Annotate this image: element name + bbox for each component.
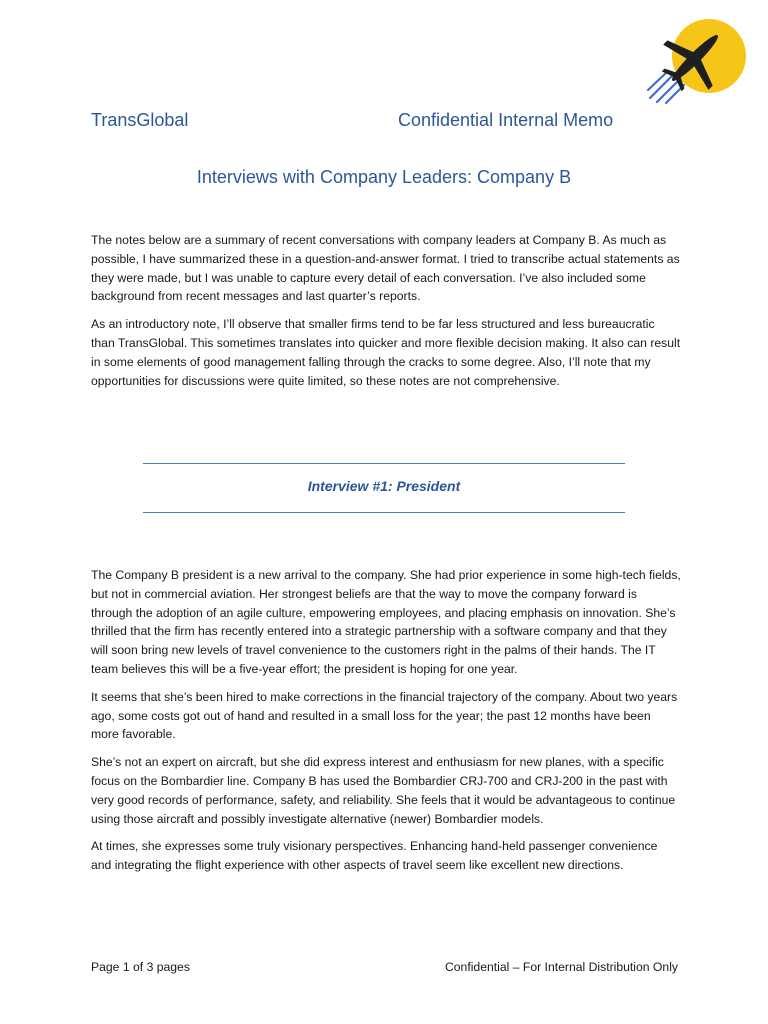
airplane-sun-logo-icon	[640, 12, 750, 107]
document-title: Interviews with Company Leaders: Company B	[196, 167, 572, 187]
page-number: Page 1 of 3 pages	[91, 960, 190, 974]
intro-paragraph: The notes below are a summary of recent conversations with company leaders at Company B. As much as possible, I have summarized these in a question-and-answer format. I tried to transcribe actual statements as they were made, but I was unable to capture every detail of each conversation. I’ve also included some background from recent messages and last quarter’s reports.	[91, 233, 680, 304]
interview-section	[91, 566, 681, 884]
interview-paragraph: At times, she expresses some truly visionary perspectives. Enhancing hand-held passenger convenience and integrating the flight experience with other aspects of travel seem like excellent new directions.	[91, 839, 658, 873]
section-heading: Interview #1: President	[307, 478, 461, 494]
section-divider-bottom	[143, 512, 625, 513]
confidential-notice: Confidential – For Internal Distribution Only	[444, 960, 678, 974]
interview-paragraph: The Company B president is a new arrival to the company. She had prior experience in some high-tech fields, but not in commercial aviation. Her strongest beliefs are that the way to move the company forward is through the adoption of an agile culture, empowering employees, and placing emphasis on innovation. She’s thrilled that the firm has recently entered into a strategic partnership with a software company and that they will soon bring new levels of travel convenience to the customers right in the palms of their hands. The IT team believes this will be a five-year effort; the president is hoping for one year.	[91, 568, 681, 676]
section-divider-top	[143, 463, 625, 464]
company-name: TransGlobal	[91, 110, 189, 130]
interview-paragraph: It seems that she’s been hired to make corrections in the financial trajectory of the company. About two years ago, some costs got out of hand and resulted in a small loss for the year; the past 12 months have been more favorable.	[91, 689, 678, 742]
memo-label: Confidential Internal Memo	[398, 110, 614, 130]
intro-section	[91, 231, 681, 399]
intro-paragraph: As an introductory note, I’ll observe that smaller firms tend to be far less structured and less bureaucratic than TransGlobal. This sometimes translates into quicker and more flexible decision making. It also can result in some elements of good management falling through the cracks to some degree. Also, I’ll note that my opportunities for discussions were quite limited, so these notes are not comprehensive.	[91, 317, 681, 388]
interview-paragraph: She’s not an expert on aircraft, but she did express interest and enthusiasm for new planes, with a specific focus on the Bombardier line. Company B has used the Bombardier CRJ-700 and CRJ-200 in the past with very good records of performance, safety, and reliability. She feels that it would be advantageous to continue using those aircraft and possibly investigate alternative (newer) Bombardier models.	[91, 755, 676, 826]
